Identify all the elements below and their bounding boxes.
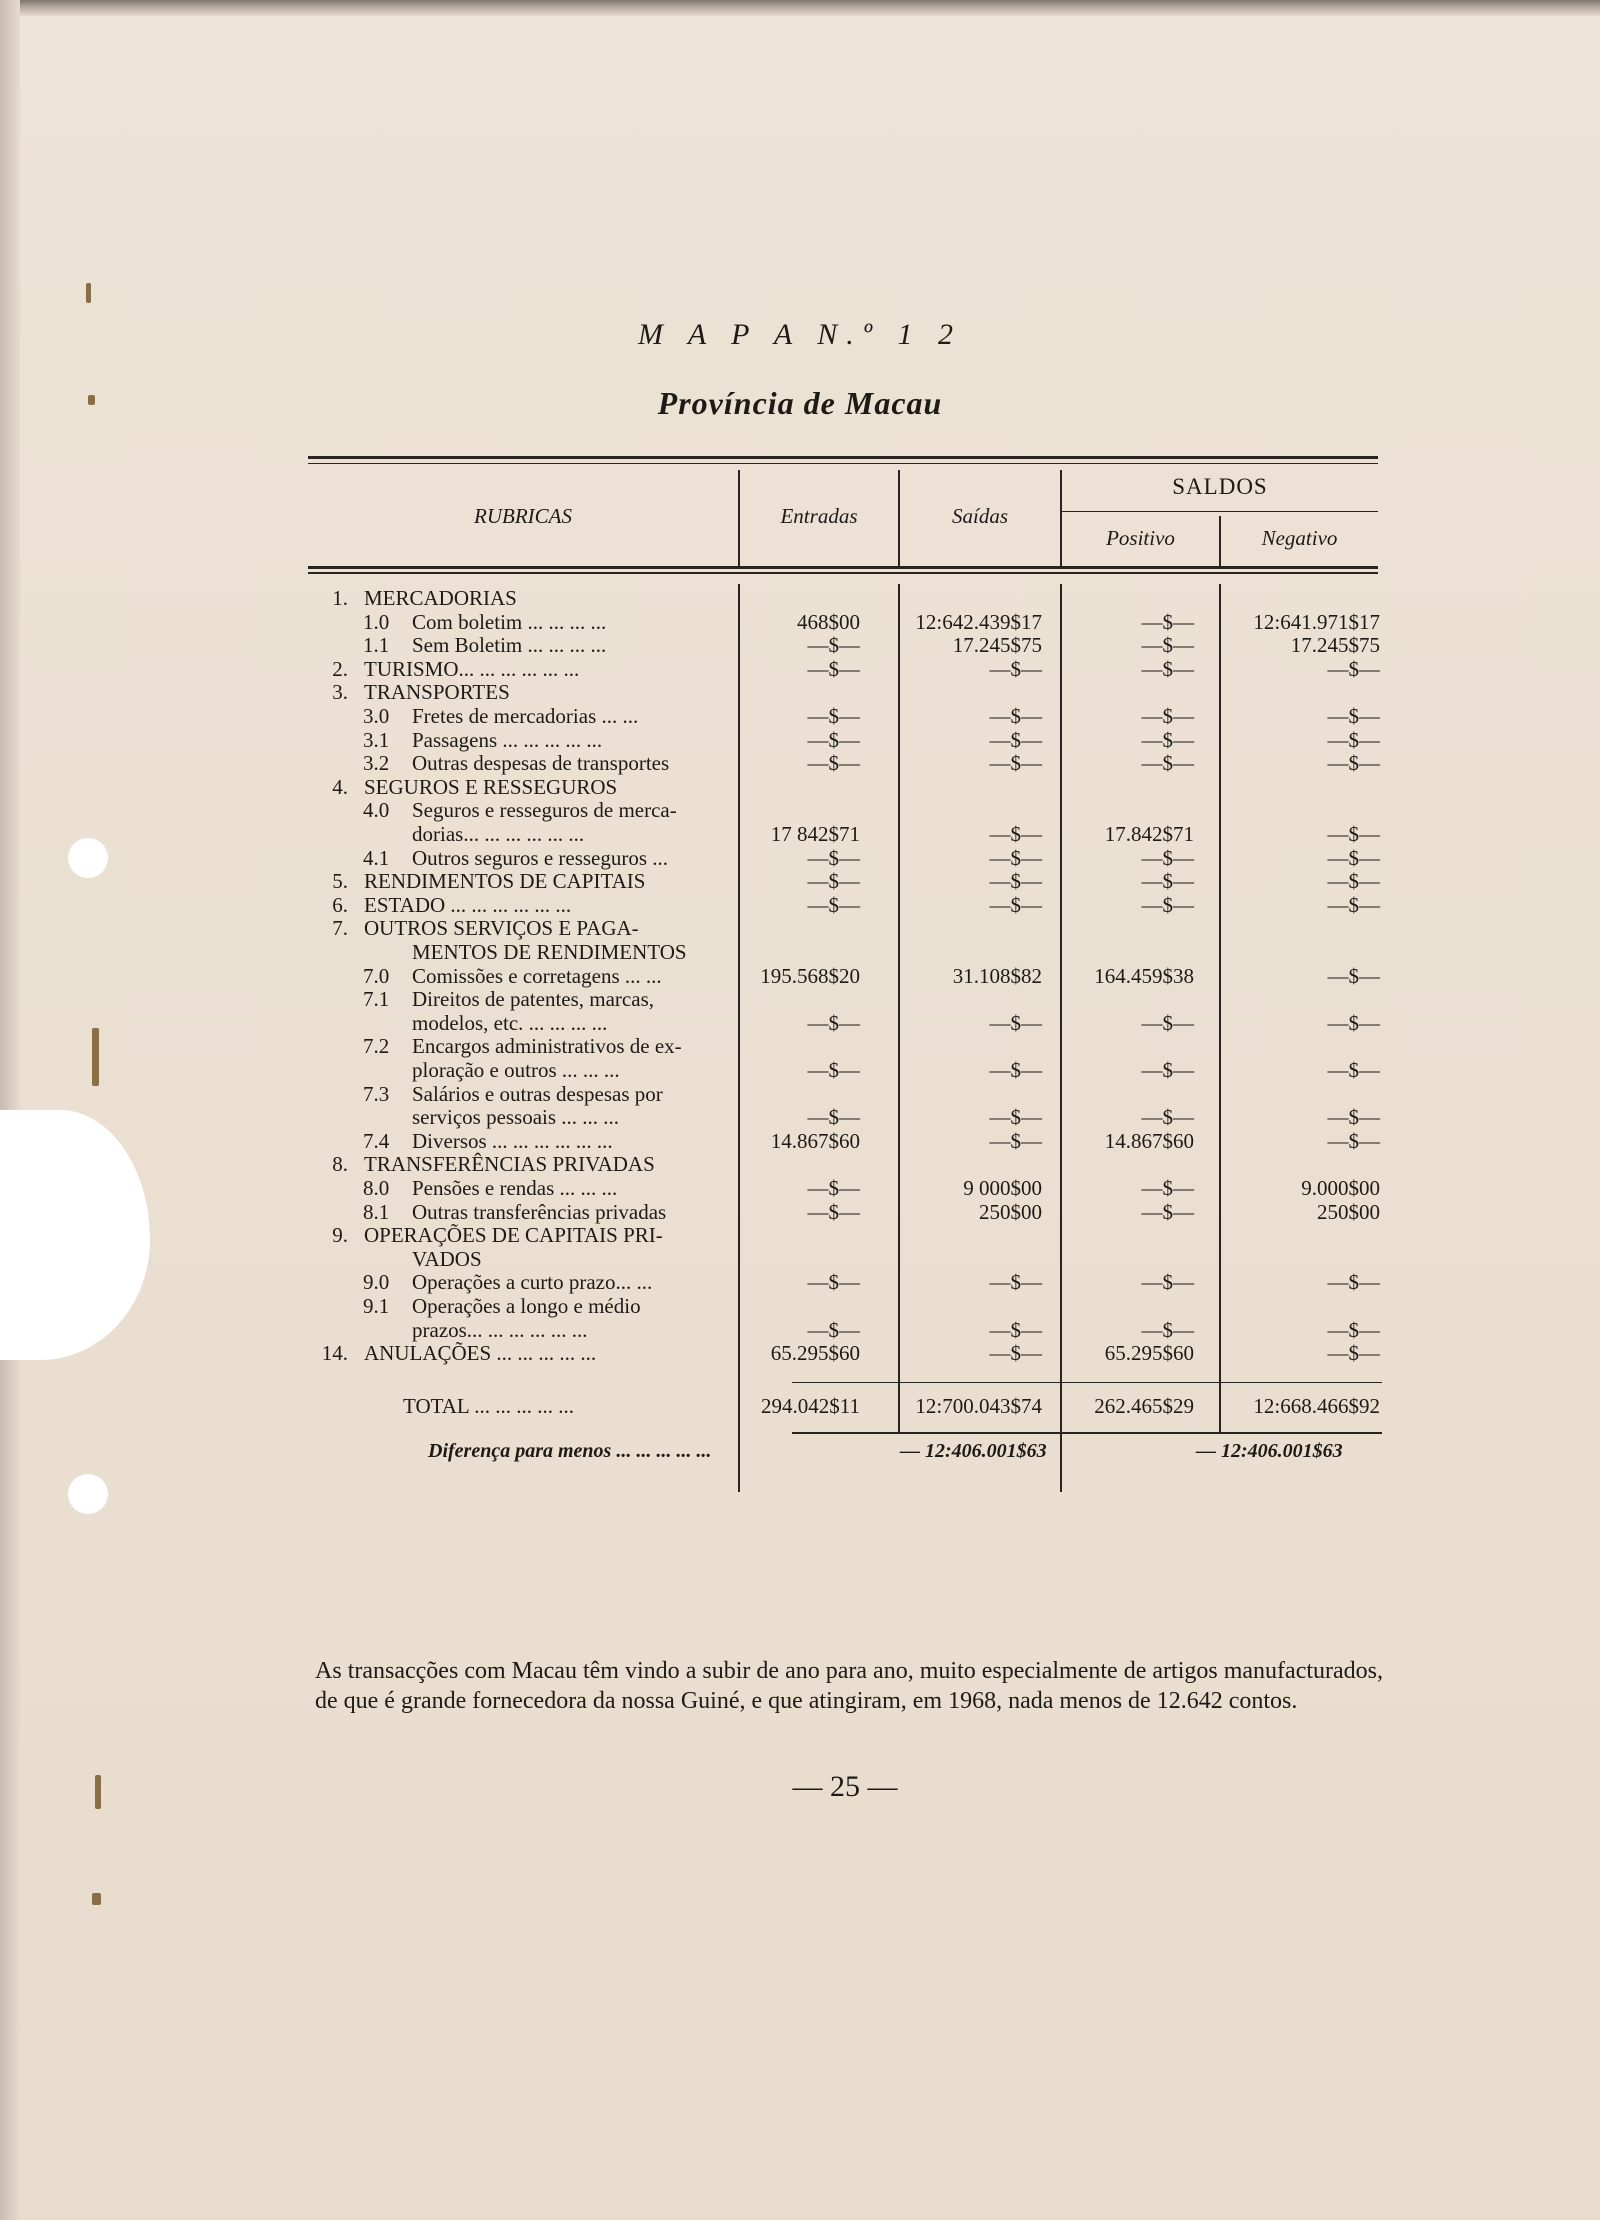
cell-positivo: —$— [1141,892,1194,917]
cell-negativo: 12:641.971$17 [1253,609,1380,634]
header-negativo: Negativo [1261,526,1338,550]
cell-positivo: —$— [1141,1176,1194,1200]
table-row [308,1176,1382,1200]
cell-negativo: 9.000$00 [1301,1176,1380,1200]
table-top-rule [308,456,1378,459]
cell-negativo: —$— [1327,869,1380,894]
table-row [308,822,1382,846]
row-label: TRANSPORTES [364,680,510,705]
cell-negativo: —$— [1327,1010,1380,1035]
cell-negativo: —$— [1327,1270,1380,1295]
table-row [308,940,1382,964]
subitem-number: 3.1 [363,727,390,752]
table-row [308,728,1382,752]
subitem-number: 1.0 [363,609,390,634]
subitem-number: 4.1 [363,845,390,870]
total-row [308,1394,1382,1418]
cell-entradas: —$— [807,1058,860,1082]
header-positivo: Positivo [1106,526,1175,550]
cell-entradas: 17 842$71 [770,822,860,846]
item-number: 6. [332,892,348,917]
cell-saidas: —$— [989,1105,1042,1130]
cell-negativo: —$— [1327,1058,1380,1082]
row-label: OUTROS SERVIÇOS E PAGA- [364,916,639,941]
cell-positivo: 65.295$60 [1104,1341,1194,1366]
cell-entradas: 14.867$60 [770,1128,860,1153]
subitem-number: 1.1 [363,633,390,658]
cell-saidas: 31.108$82 [952,963,1042,988]
punch-hole-upper [68,838,108,878]
subitem-number: 7.2 [363,1034,390,1059]
cell-entradas: —$— [807,751,860,776]
row-label: Outras transferências privadas [412,1199,667,1224]
row-label: SEGUROS E RESSEGUROS [364,774,618,799]
cell-negativo: —$— [1327,822,1380,846]
cell-positivo: —$— [1141,1317,1194,1342]
table-row [308,869,1382,893]
cell-negativo: —$— [1327,1341,1380,1366]
difference-value-left: — 12:406.001$63 [900,1440,1047,1462]
subitem-number: 7.3 [363,1081,390,1106]
cell-positivo: —$— [1141,656,1194,681]
page-number: — 25 — [792,1770,898,1803]
cell-positivo: —$— [1141,727,1194,752]
cell-positivo: —$— [1141,1105,1194,1130]
row-label: prazos... ... ... ... ... ... [412,1317,588,1342]
row-label: Salários e outras despesas por [412,1081,663,1106]
row-label: MENTOS DE RENDIMENTOS [412,940,687,964]
cell-positivo: —$— [1141,704,1194,728]
row-label: Operações a longo e médio [412,1294,641,1318]
table-row [308,1058,1382,1082]
cell-positivo: —$— [1141,1199,1194,1224]
table-row [308,1200,1382,1224]
row-label: Operações a curto prazo... ... [412,1270,653,1295]
cell-negativo: —$— [1327,704,1380,728]
stain-mark [92,1028,99,1086]
cell-entradas: —$— [807,1199,860,1224]
item-number: 1. [332,586,348,610]
cell-positivo: —$— [1141,1058,1194,1082]
table-row [308,657,1382,681]
cell-entradas: 195.568$20 [760,963,860,988]
table-top-rule-thin [308,463,1378,464]
cell-saidas: 250$00 [979,1199,1042,1224]
table-row [308,893,1382,917]
cell-saidas: —$— [989,822,1042,846]
cell-saidas: —$— [989,1317,1042,1342]
cell-entradas: 468$00 [797,609,860,634]
table-row [308,1034,1382,1058]
row-label: MERCADORIAS [364,586,517,610]
table-row [308,916,1382,940]
row-label: Direitos de patentes, marcas, [412,987,654,1012]
cell-saidas: 9 000$00 [963,1176,1042,1200]
row-label: Outros seguros e resseguros ... [412,845,669,870]
table-row [308,1341,1382,1365]
cell-negativo: —$— [1327,1317,1380,1342]
cell-positivo: 164.459$38 [1094,963,1194,988]
row-label: OPERAÇÕES DE CAPITAIS PRI- [364,1223,663,1248]
cell-saidas: —$— [989,1010,1042,1035]
table-row [308,1082,1382,1106]
cell-negativo: 250$00 [1317,1199,1380,1224]
table-row [308,1105,1382,1129]
item-number: 3. [332,680,348,705]
subitem-number: 9.1 [363,1294,390,1318]
row-label: ESTADO ... ... ... ... ... ... [364,892,572,917]
row-label: Pensões e rendas ... ... ... [412,1176,618,1200]
cell-negativo: —$— [1327,845,1380,870]
cell-negativo: —$— [1327,892,1380,917]
row-label: Fretes de mercadorias ... ... [412,704,639,728]
total-positivo: 262.465$29 [1094,1394,1194,1418]
table-row [308,633,1382,657]
cell-saidas: 12:642.439$17 [915,609,1042,634]
row-label: Comissões e corretagens ... ... [412,963,662,988]
difference-row [428,1440,1388,1466]
province-title: Província de Macau [657,385,943,421]
cell-saidas: 17.245$75 [952,633,1042,658]
table-row [308,751,1382,775]
row-label: Sem Boletim ... ... ... ... [412,633,607,658]
cell-negativo: —$— [1327,727,1380,752]
cell-negativo: —$— [1327,1128,1380,1153]
balance-table [308,456,1382,1480]
cell-saidas: —$— [989,751,1042,776]
table-row [308,775,1382,799]
cell-positivo: —$— [1141,1010,1194,1035]
row-label: Com boletim ... ... ... ... [412,609,607,634]
cell-negativo: 17.245$75 [1290,633,1380,658]
cell-entradas: —$— [807,1176,860,1200]
item-number: 5. [332,869,348,894]
row-label: modelos, etc. ... ... ... ... [412,1010,608,1035]
table-row [308,610,1382,634]
table-row [308,1152,1382,1176]
cell-entradas: —$— [807,704,860,728]
cell-negativo: —$— [1327,963,1380,988]
header-saldos: SALDOS [1172,474,1268,499]
difference-label: Diferença para menos ... ... ... ... ... [428,1440,712,1462]
total-top-rule [792,1382,1382,1383]
table-row [308,1129,1382,1153]
cell-positivo: —$— [1141,633,1194,658]
cell-saidas: —$— [989,1058,1042,1082]
cell-saidas: —$— [989,1128,1042,1153]
cell-entradas: —$— [807,845,860,870]
total-entradas: 294.042$11 [761,1394,860,1418]
table-row [308,704,1382,728]
item-number: 4. [332,774,348,799]
cell-negativo: —$— [1327,656,1380,681]
total-bottom-rule [792,1432,1382,1434]
cell-saidas: —$— [989,845,1042,870]
subitem-number: 3.2 [363,751,390,776]
cell-positivo: 17.842$71 [1104,822,1194,846]
item-number: 9. [332,1223,348,1248]
subitem-number: 7.4 [363,1128,390,1153]
header-bottom-rule [308,566,1378,569]
cell-entradas: —$— [807,892,860,917]
item-number: 8. [332,1152,348,1177]
table-row [308,1294,1382,1318]
table-row [308,964,1382,988]
total-negativo: 12:668.466$92 [1253,1394,1380,1418]
row-label: serviços pessoais ... ... ... [412,1105,620,1130]
row-label: Passagens ... ... ... ... ... [412,727,603,752]
table-row [308,798,1382,822]
cell-entradas: —$— [807,727,860,752]
cell-entradas: —$— [807,633,860,658]
item-number: 7. [332,916,348,941]
row-label: Diversos ... ... ... ... ... ... [412,1128,613,1153]
table-row [308,1270,1382,1294]
row-label: ploração e outros ... ... ... [412,1058,620,1082]
cell-entradas: —$— [807,1270,860,1295]
table-row [308,586,1382,610]
cell-saidas: —$— [989,1270,1042,1295]
cell-entradas: —$— [807,1010,860,1035]
torn-paper-area [0,1110,150,1360]
page-top-edge [0,0,1600,16]
cell-entradas: 65.295$60 [770,1341,860,1366]
cell-positivo: 14.867$60 [1104,1128,1194,1153]
stain-mark [92,1893,101,1905]
cell-entradas: —$— [807,869,860,894]
row-label: Outras despesas de transportes [412,751,670,776]
row-label: RENDIMENTOS DE CAPITAIS [364,869,646,894]
header-saidas: Saídas [951,504,1008,528]
row-label: TURISMO... ... ... ... ... ... [364,656,580,681]
difference-value-right: — 12:406.001$63 [1196,1440,1343,1462]
cell-negativo: —$— [1327,1105,1380,1130]
cell-positivo: —$— [1141,845,1194,870]
table-row [308,846,1382,870]
row-label: Seguros e resseguros de merca- [412,798,677,823]
row-label: ANULAÇÕES ... ... ... ... ... [364,1341,597,1366]
subitem-number: 7.1 [363,987,390,1012]
cell-positivo: —$— [1141,751,1194,776]
table-row [308,1223,1382,1247]
row-label: VADOS [412,1246,482,1271]
cell-saidas: —$— [989,704,1042,728]
cell-positivo: —$— [1141,869,1194,894]
cell-saidas: —$— [989,892,1042,917]
row-label: dorias... ... ... ... ... ... [412,822,585,846]
cell-saidas: —$— [989,656,1042,681]
header-bottom-rule-thin [308,572,1378,574]
total-label: TOTAL ... ... ... ... ... [403,1394,574,1418]
table-row [308,1011,1382,1035]
item-number: 14. [321,1341,348,1366]
subitem-number: 9.0 [363,1270,390,1295]
row-label: TRANSFERÊNCIAS PRIVADAS [364,1152,655,1177]
cell-entradas: —$— [807,1105,860,1130]
subitem-number: 8.1 [363,1199,390,1224]
cell-saidas: —$— [989,727,1042,752]
header-rubricas: RUBRICAS [474,504,572,528]
commentary-paragraph: As transacções com Macau têm vindo a subir de ano para ano, muito especialmente de artigos manufacturados, de que é grande fornecedora da nossa Guiné, e que atingiram, em 1968, nada menos de 12.642 contos. [315,1658,1383,1714]
cell-entradas: —$— [807,1317,860,1342]
row-label: Encargos administrativos de ex- [412,1034,682,1059]
subitem-number: 3.0 [363,704,390,728]
punch-hole-lower [68,1474,108,1514]
stain-mark [86,283,91,303]
table-row [308,1247,1382,1271]
cell-negativo: —$— [1327,751,1380,776]
subitem-number: 8.0 [363,1176,390,1200]
cell-positivo: —$— [1141,609,1194,634]
subitem-number: 7.0 [363,963,390,988]
header-entradas: Entradas [780,504,858,528]
table-row [308,987,1382,1011]
cell-entradas: —$— [807,656,860,681]
cell-positivo: —$— [1141,1270,1194,1295]
table-row [308,1318,1382,1342]
cell-saidas: —$— [989,1341,1042,1366]
cell-saidas: —$— [989,869,1042,894]
saldos-divider [1060,511,1378,512]
subitem-number: 4.0 [363,798,390,823]
item-number: 2. [332,656,348,681]
table-row [308,680,1382,704]
total-saidas: 12:700.043$74 [915,1394,1042,1418]
map-number-title: M A P A N.º 1 2 [637,318,963,351]
